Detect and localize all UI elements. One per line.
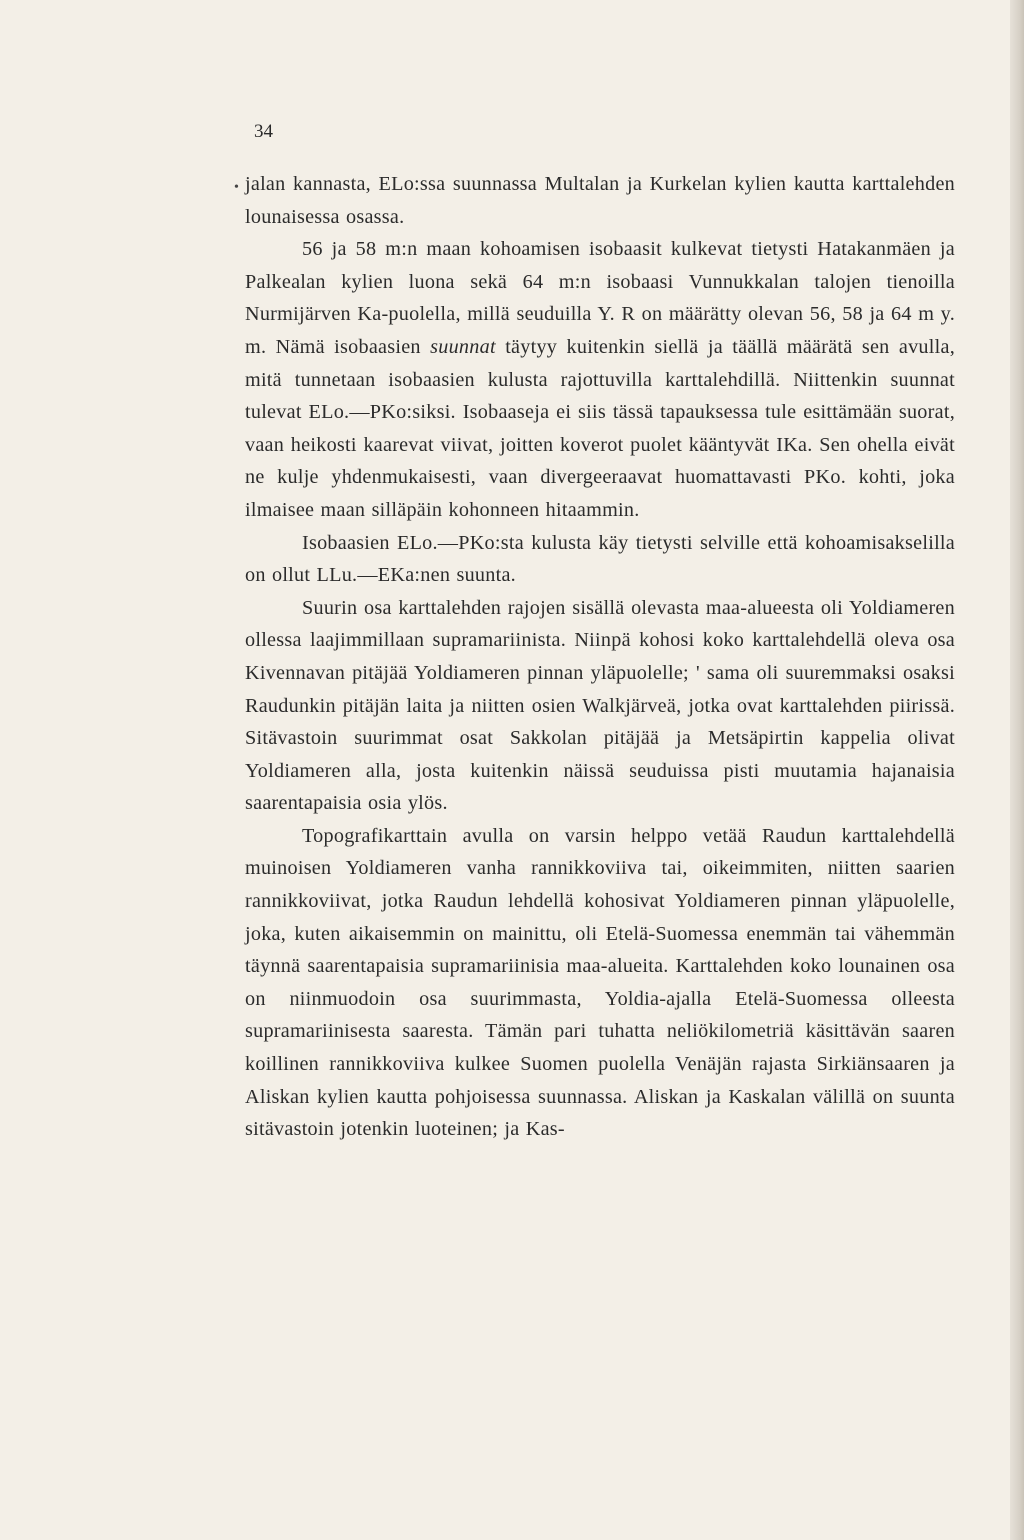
paragraph-isobases [245, 233, 955, 526]
paragraph-supramarine: Suurin osa karttalehden rajojen sisällä olevasta maa-alueesta oli Yoldiameren ollessa laajimmillaan supramariinista. Niinpä kohosi koko karttalehdellä oleva osa Kivennavan pitäjää Yoldiameren pinnan yläpuolelle; ' sama oli suuremmaksi osaksi Raudunkin pitäjän laita ja niitten osien Walkjärveä, jotka ovat karttalehden piirissä. Sitävastoin suurimmat osat Sakkolan pitäjää ja Metsäpirtin kappelia olivat Yoldiameren alla, josta kuitenkin näissä seuduissa pisti muutamia hajanaisia saarentapaisia osia ylös. [245, 596, 955, 815]
page-number: 34 [254, 121, 273, 142]
paragraph-text: täytyy kuitenkin siellä ja täällä määrätä sen avulla, mitä tunnetaan isobaasien kulusta rajottuvilla karttalehdillä. Niittenkin suunnat tulevat ELo.—PKo:siksi. Isobaaseja ei siis tässä tapauksessa tule esittämään suorat, vaan heikosti kaarevat viivat, joitten koverot puolet kääntyvät IKa. Sen ohella eivät ne kulje yhdenmukaisesti, vaan divergeeraavat huomattavasti PKo. kohti, joka ilmaisee maan silläpäin kohonneen hitaammin. [245, 335, 955, 521]
paragraph-continued: jalan kannasta, ELo:ssa suunnassa Multalan ja Kurkelan kylien kautta karttalehden lounaisessa osassa. [245, 173, 955, 228]
paragraph-axis: Isobaasien ELo.—PKo:sta kulusta käy tietysti selville että kohoamisakselilla on ollut LLu.—EKa:nen suunta. [245, 531, 955, 587]
paragraph-text: 56 ja 58 m:n maan kohoamisen isobaasit kulkevat tietysti Hatakanmäen ja Palkealan kylien luona sekä 64 m:n isobaasi Vunnukkalan talojen tienoilla Nurmijärven Ka-puolella, millä seuduilla Y. R on määrätty olevan 56, 58 ja 64 m y. m. Nämä isobaasien [245, 238, 955, 358]
scan-edge [1010, 0, 1024, 1540]
body-text [245, 168, 955, 1146]
margin-mark: • [234, 180, 239, 195]
paragraph-coastline: Topografikarttain avulla on varsin helppo vetää Raudun karttalehdellä muinoisen Yoldiameren vanha rannikkoviiva tai, oikeimmiten, niitten saarien rannikkoviivat, jotka Raudun lehdellä kohosivat Yoldiameren pinnan yläpuolelle, joka, kuten aikaisemmin on mainittu, oli Etelä-Suomessa enemmän tai vähemmän täynnä saarentapaisia supramariinisia maa-alueita. Karttalehden koko lounainen osa on niinmuodoin osa suurimmasta, Yoldia-ajalla Etelä-Suomessa olleesta supramariinisesta saaresta. Tämän pari tuhatta neliökilometriä käsittävän saaren koillinen rannikkoviiva kulkee Suomen puolella Venäjän rajasta Sirkiänsaaren ja Aliskan kylien kautta pohjoisessa suunnassa. Aliskan ja Kaskalan välillä on suunta sitävastoin jotenkin luoteinen; ja Kas- [245, 824, 955, 1141]
emphasized-word: suunnat [430, 335, 496, 358]
